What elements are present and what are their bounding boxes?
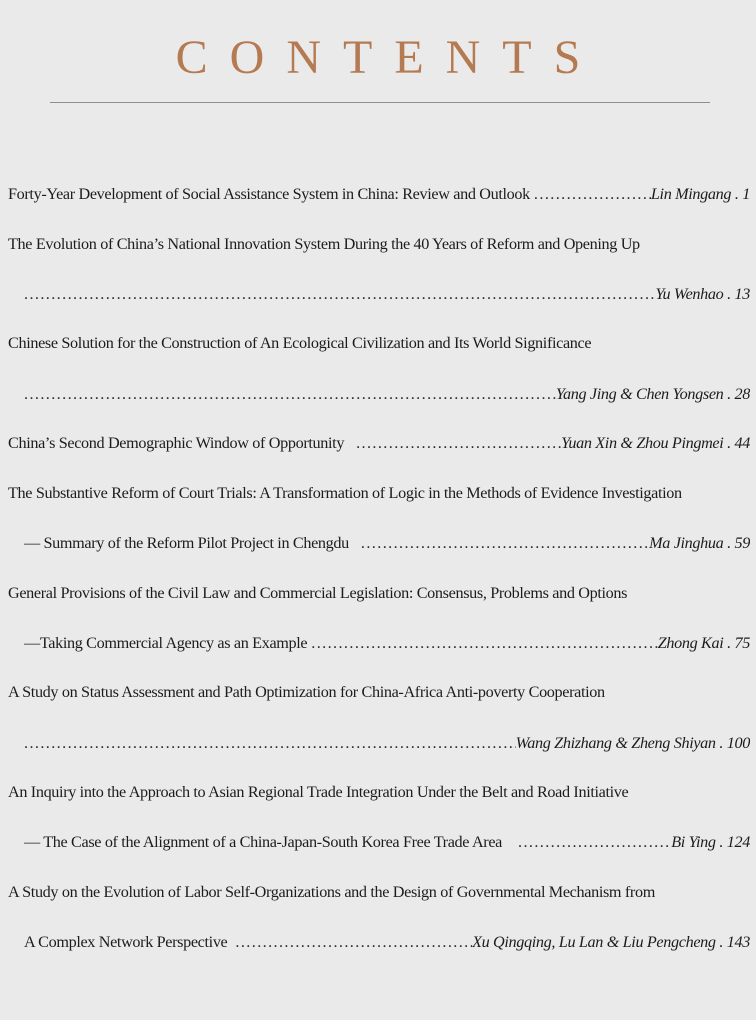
- toc-entry-continuation[interactable]: [24, 732, 750, 754]
- entry-author: Ma Jinghua: [649, 534, 724, 552]
- toc-entry[interactable]: [8, 183, 750, 205]
- page-separator: .: [715, 833, 727, 851]
- leader-dots: [307, 632, 657, 654]
- entry-title: China’s Second Demographic Window of Opportunity: [8, 434, 345, 452]
- toc-entry-continuation[interactable]: [24, 383, 750, 405]
- page-separator: .: [715, 933, 727, 951]
- entry-subtitle: —Taking Commercial Agency as an Example: [24, 634, 308, 652]
- page-separator: .: [723, 285, 735, 303]
- page-separator: .: [723, 385, 735, 403]
- entry-page: 75: [734, 634, 750, 652]
- entry-author: Yang Jing & Chen Yongsen: [555, 385, 724, 403]
- entry-page: 1: [742, 185, 750, 203]
- toc-entry[interactable]: [8, 582, 750, 604]
- toc-entry-continuation[interactable]: [24, 931, 750, 953]
- leader-dots: [24, 383, 556, 405]
- page-title: CONTENTS: [175, 31, 603, 84]
- entry-title: Forty-Year Development of Social Assistance System in China: Review and Outlook: [8, 185, 530, 203]
- entry-author: Zhong Kai: [657, 634, 724, 652]
- entry-subtitle: — Summary of the Reform Pilot Project in Chengdu: [24, 534, 349, 552]
- entry-title: General Provisions of the Civil Law and Commercial Legislation: Consensus, Problems and Options: [8, 584, 628, 602]
- page-separator: .: [723, 534, 735, 552]
- entry-title: An Inquiry into the Approach to Asian Regional Trade Integration Under the Belt and Road Initiative: [8, 783, 629, 801]
- leader-dots: [24, 732, 516, 754]
- leader-dots: [502, 831, 671, 853]
- toc-entry-continuation[interactable]: [24, 831, 750, 853]
- toc-entry[interactable]: [8, 881, 750, 903]
- entry-author: Yuan Xin & Zhou Pingmei: [561, 434, 724, 452]
- page-separator: .: [723, 434, 735, 452]
- toc-entry[interactable]: [8, 482, 750, 504]
- entry-author: Xu Qingqing, Lu Lan & Liu Pengcheng: [472, 933, 716, 951]
- toc-entry[interactable]: [8, 781, 750, 803]
- toc-entry-continuation[interactable]: [24, 283, 750, 305]
- leader-dots: [24, 283, 655, 305]
- entry-title: Chinese Solution for the Construction of An Ecological Civilization and Its World Significance: [8, 334, 592, 352]
- entry-page: 44: [734, 434, 750, 452]
- entry-author: Bi Ying: [671, 833, 716, 851]
- entry-title: A Study on the Evolution of Labor Self-Organizations and the Design of Governmental Mechanism from: [8, 883, 655, 901]
- page-separator: .: [715, 734, 727, 752]
- entry-author: Wang Zhizhang & Zheng Shiyan: [515, 734, 716, 752]
- leader-dots: [227, 931, 472, 953]
- toc-entry[interactable]: [8, 332, 750, 354]
- page-separator: .: [731, 185, 743, 203]
- entry-subtitle: A Complex Network Perspective: [24, 933, 228, 951]
- entry-title: A Study on Status Assessment and Path Optimization for China-Africa Anti-poverty Cooperation: [8, 683, 605, 701]
- entry-page: 124: [726, 833, 750, 851]
- entry-author: Lin Mingang: [650, 185, 732, 203]
- entry-author: Yu Wenhao: [655, 285, 724, 303]
- toc-entry[interactable]: [8, 681, 750, 703]
- toc-entry-continuation[interactable]: [24, 532, 750, 554]
- toc-entry[interactable]: [8, 233, 750, 255]
- entry-subtitle: — The Case of the Alignment of a China-Japan-South Korea Free Trade Area: [24, 833, 502, 851]
- entry-title: The Evolution of China’s National Innovation System During the 40 Years of Reform and Opening Up: [8, 235, 640, 253]
- entry-page: 143: [726, 933, 750, 951]
- leader-dots: [344, 432, 561, 454]
- toc-entry-continuation[interactable]: [24, 632, 750, 654]
- page-separator: .: [723, 634, 735, 652]
- entry-page: 59: [734, 534, 750, 552]
- entry-page: 100: [726, 734, 750, 752]
- entry-page: 13: [734, 285, 750, 303]
- leader-dots: [530, 183, 651, 205]
- leader-dots: [349, 532, 649, 554]
- title-divider: [50, 102, 710, 103]
- entry-page: 28: [734, 385, 750, 403]
- entry-title: The Substantive Reform of Court Trials: A Transformation of Logic in the Methods of Evidence Investigation: [8, 484, 682, 502]
- toc-entry[interactable]: [8, 432, 750, 454]
